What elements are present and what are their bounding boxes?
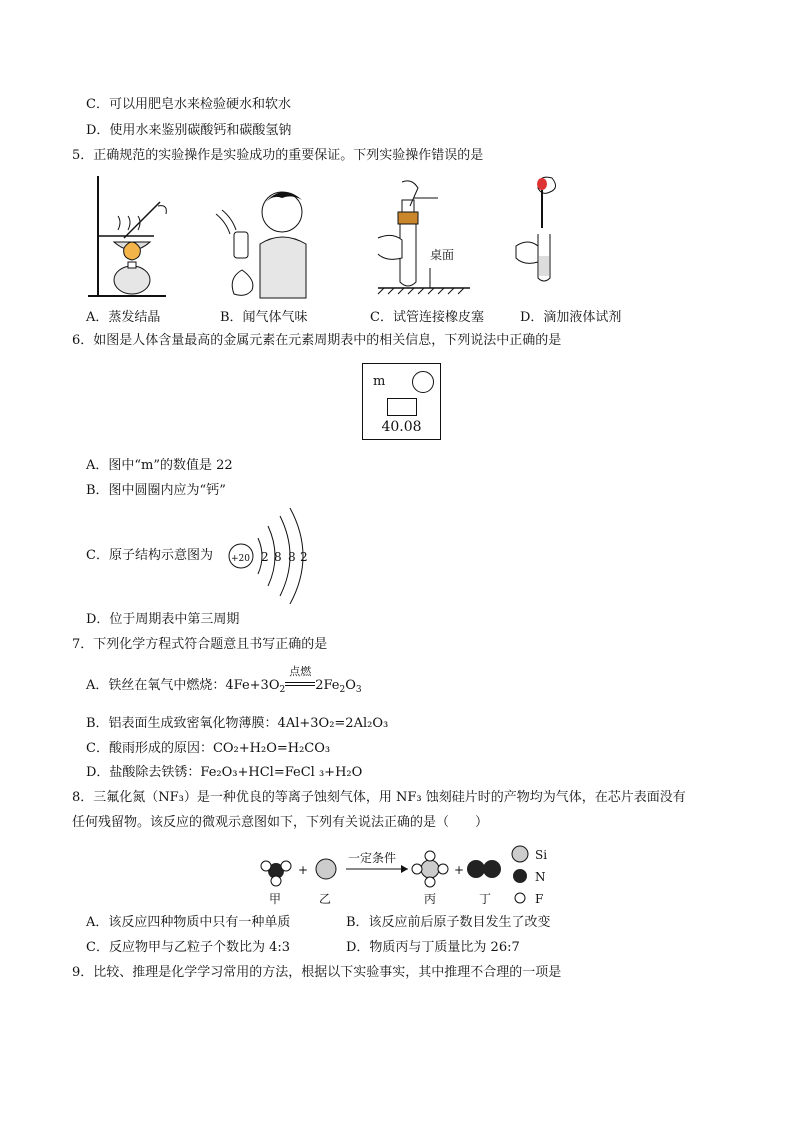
legend-n: N — [535, 870, 546, 884]
q6-option-d: D．位于周期表中第三周期 — [86, 612, 240, 627]
q7-stem: 7．下列化学方程式符合题意且书写正确的是 — [72, 637, 328, 652]
q5-caption-d: D．滴加液体试剂 — [520, 310, 622, 325]
desk-label: 桌面 — [430, 248, 455, 262]
card-atomic-mass: 40.08 — [381, 419, 422, 435]
q5-caption-c: C．试管连接橡皮塞 — [370, 310, 484, 325]
evaporation-figure — [84, 172, 174, 300]
q6-stem: 6．如图是人体含量最高的金属元素在元素周期表中的相关信息，下列说法中正确的是 — [72, 333, 562, 348]
q7-a-condition: 点燃 — [289, 665, 312, 678]
q4-option-c: C．可以用肥皂水来检验硬水和软水 — [86, 97, 291, 112]
smelling-gas-figure — [212, 184, 318, 300]
atom-nucleus-label: +20 — [231, 554, 250, 564]
atom-shell-3: 8 — [288, 550, 296, 564]
card-circle — [412, 371, 434, 393]
q5-caption-b: B．闻气体气味 — [220, 310, 308, 325]
q6-option-a: A．图中“m”的数值是 22 — [86, 458, 233, 473]
q7-option-c: C．酸雨形成的原因：CO₂+H₂O=H₂CO₃ — [86, 741, 331, 756]
plus-sign-1: + — [298, 863, 309, 877]
q9-stem: 9．比较、推理是化学学习常用的方法，根据以下实验事实，其中推理不合理的一项是 — [72, 965, 562, 980]
q5-caption-a: A．蒸发结晶 — [86, 310, 161, 325]
legend-f: F — [535, 892, 544, 906]
reaction-condition: 一定条件 — [348, 851, 397, 865]
q7-option-b: B．铝表面生成致密氧化物薄膜：4Al+3O₂=2Al₂O₃ — [86, 716, 389, 731]
q5-stem: 5．正确规范的实验操作是实验成功的重要保证。下列实验操作错误的是 — [72, 148, 484, 163]
q6-option-b: B．图中圆圈内应为“钙” — [86, 483, 226, 498]
reaction-condition-arrow — [285, 665, 315, 691]
atom-shell-4: 2 — [300, 550, 308, 564]
plus-sign-2: + — [454, 863, 465, 877]
q4-option-d: D．使用水来鉴别碳酸钙和碳酸氢钠 — [86, 123, 292, 138]
legend-si: Si — [535, 848, 548, 862]
q7-a-part1: A．铁丝在氧气中燃烧：4Fe+3O — [86, 678, 280, 693]
q8-stem-line2: 任何残留物。该反应的微观示意图如下，下列有关说法正确的是（ ） — [72, 815, 489, 830]
q6-option-c: C．原子结构示意图为 — [86, 548, 213, 563]
element-card — [362, 363, 441, 440]
card-symbol-label: m — [373, 374, 386, 389]
q7-a-sub1: 2 — [279, 685, 286, 695]
label-bing: 丙 — [424, 892, 437, 906]
q7-a-sub2: 2 — [339, 685, 346, 695]
q7-a-sub3: 3 — [355, 685, 362, 695]
q8-stem-line1: 8．三氟化氮（NF₃）是一种优良的等离子蚀刻气体，用 NF₃ 蚀刻硅片时的产物均为气体，在芯片表面没有 — [72, 790, 686, 805]
q7-option-a — [86, 665, 362, 695]
q7-option-d: D．盐酸除去铁锈：Fe₂O₃+HCl=FeCl ₃+H₂O — [86, 765, 363, 780]
q7-a-part3: O — [345, 678, 356, 693]
q8-option-a: A．该反应四种物质中只有一种单质 — [86, 915, 291, 930]
atom-shell-2: 8 — [274, 550, 282, 564]
dropper-figure — [512, 172, 576, 300]
q8-option-c: C．反应物甲与乙粒子个数比为 4:3 — [86, 940, 291, 955]
label-ding: 丁 — [479, 892, 492, 906]
q8-option-b: B．该反应前后原子数目发生了改变 — [346, 915, 551, 930]
label-jia: 甲 — [269, 892, 282, 906]
card-rectangle — [387, 398, 417, 416]
stopper-figure — [374, 176, 474, 300]
q8-option-d: D．物质丙与丁质量比为 26:7 — [346, 940, 520, 955]
atom-shell-1: 2 — [261, 550, 269, 564]
legend-markers — [508, 844, 532, 908]
label-yi: 乙 — [319, 892, 332, 906]
q7-a-part2: 2Fe — [315, 678, 340, 693]
